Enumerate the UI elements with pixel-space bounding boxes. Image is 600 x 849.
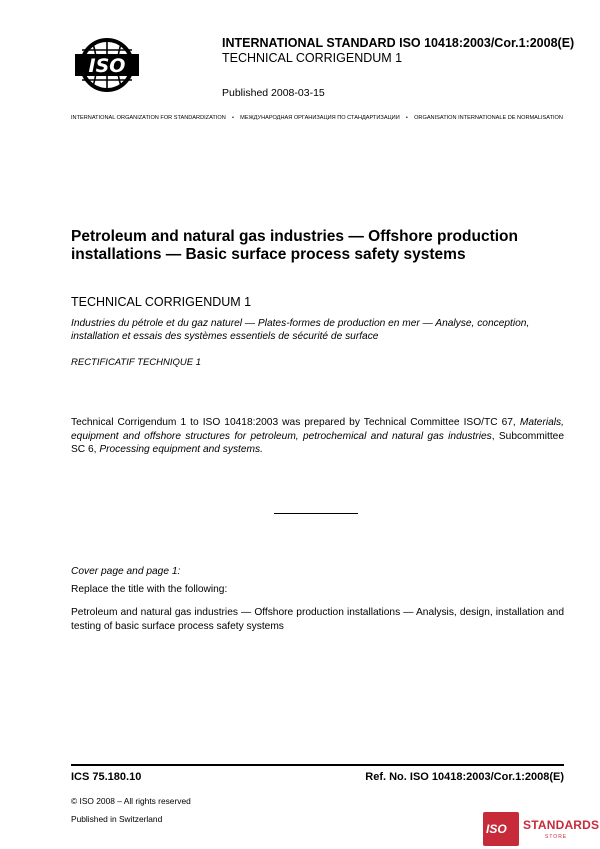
paragraph-committee-title: Materials, equipment and offshore structures for petroleum, petrochemical and natural gas industries <box>71 417 564 442</box>
replacement-title: Petroleum and natural gas industries — Offshore production installations — Analysis, design, installation and testing of basic surface process safety systems <box>71 607 564 632</box>
watermark-iso: ISO <box>486 822 507 836</box>
ics-code: ICS 75.180.10 <box>71 771 142 783</box>
svg-text:ISO: ISO <box>88 55 126 77</box>
store-watermark <box>483 810 600 846</box>
standard-label: INTERNATIONAL STANDARD <box>222 36 396 50</box>
org-english: INTERNATIONAL ORGANIZATION FOR STANDARDIZATION <box>71 115 226 121</box>
corrigendum-heading: TECHNICAL CORRIGENDUM 1 <box>71 295 252 309</box>
paragraph-text: Technical Corrigendum 1 to ISO 10418:2003 was prepared by Technical Committee ISO/TC 67, <box>71 417 520 428</box>
iso-logo <box>71 36 143 94</box>
org-bullet: • <box>231 115 234 121</box>
standard-number: ISO 10418:2003/Cor.1:2008(E) <box>399 36 575 50</box>
published-date: Published 2008-03-15 <box>222 87 325 99</box>
preparation-paragraph <box>71 416 564 457</box>
reference-number: Ref. No. ISO 10418:2003/Cor.1:2008(E) <box>365 771 564 783</box>
section-divider <box>274 513 358 514</box>
org-french: ORGANISATION INTERNATIONALE DE NORMALISATION <box>414 115 563 121</box>
watermark-badge <box>483 812 519 846</box>
document-title: Petroleum and natural gas industries — Offshore production installations — Basic surface process safety systems <box>71 228 518 263</box>
cover-page-label: Cover page and page 1: <box>71 566 181 577</box>
replace-instruction: Replace the title with the following: <box>71 584 228 595</box>
footer-rule <box>71 764 564 766</box>
standard-title <box>222 36 574 50</box>
watermark-standards: STANDARDS <box>523 818 600 832</box>
rectificatif-heading: RECTIFICATIF TECHNIQUE 1 <box>71 357 202 368</box>
copyright-notice: © ISO 2008 – All rights reserved <box>71 796 191 806</box>
watermark-store: STORE <box>545 834 568 840</box>
iso-logo-icon <box>71 36 143 94</box>
organization-names <box>71 115 563 121</box>
paragraph-subcommittee-title: Processing equipment and systems. <box>99 444 263 455</box>
french-title: Industries du pétrole et du gaz naturel — Plates-formes de production en mer — Analyse, conception, installation et essais des systèmes essentiels de sécurité de surface <box>71 318 530 342</box>
published-in: Published in Switzerland <box>71 814 163 824</box>
paragraph-text: , Subcommittee SC 6, <box>71 430 564 455</box>
org-russian: МЕЖДУНАРОДНАЯ ОРГАНИЗАЦИЯ ПО СТАНДАРТИЗАЦИИ <box>240 115 400 121</box>
org-bullet: • <box>405 115 408 121</box>
corrigendum-label: TECHNICAL CORRIGENDUM 1 <box>222 51 403 65</box>
